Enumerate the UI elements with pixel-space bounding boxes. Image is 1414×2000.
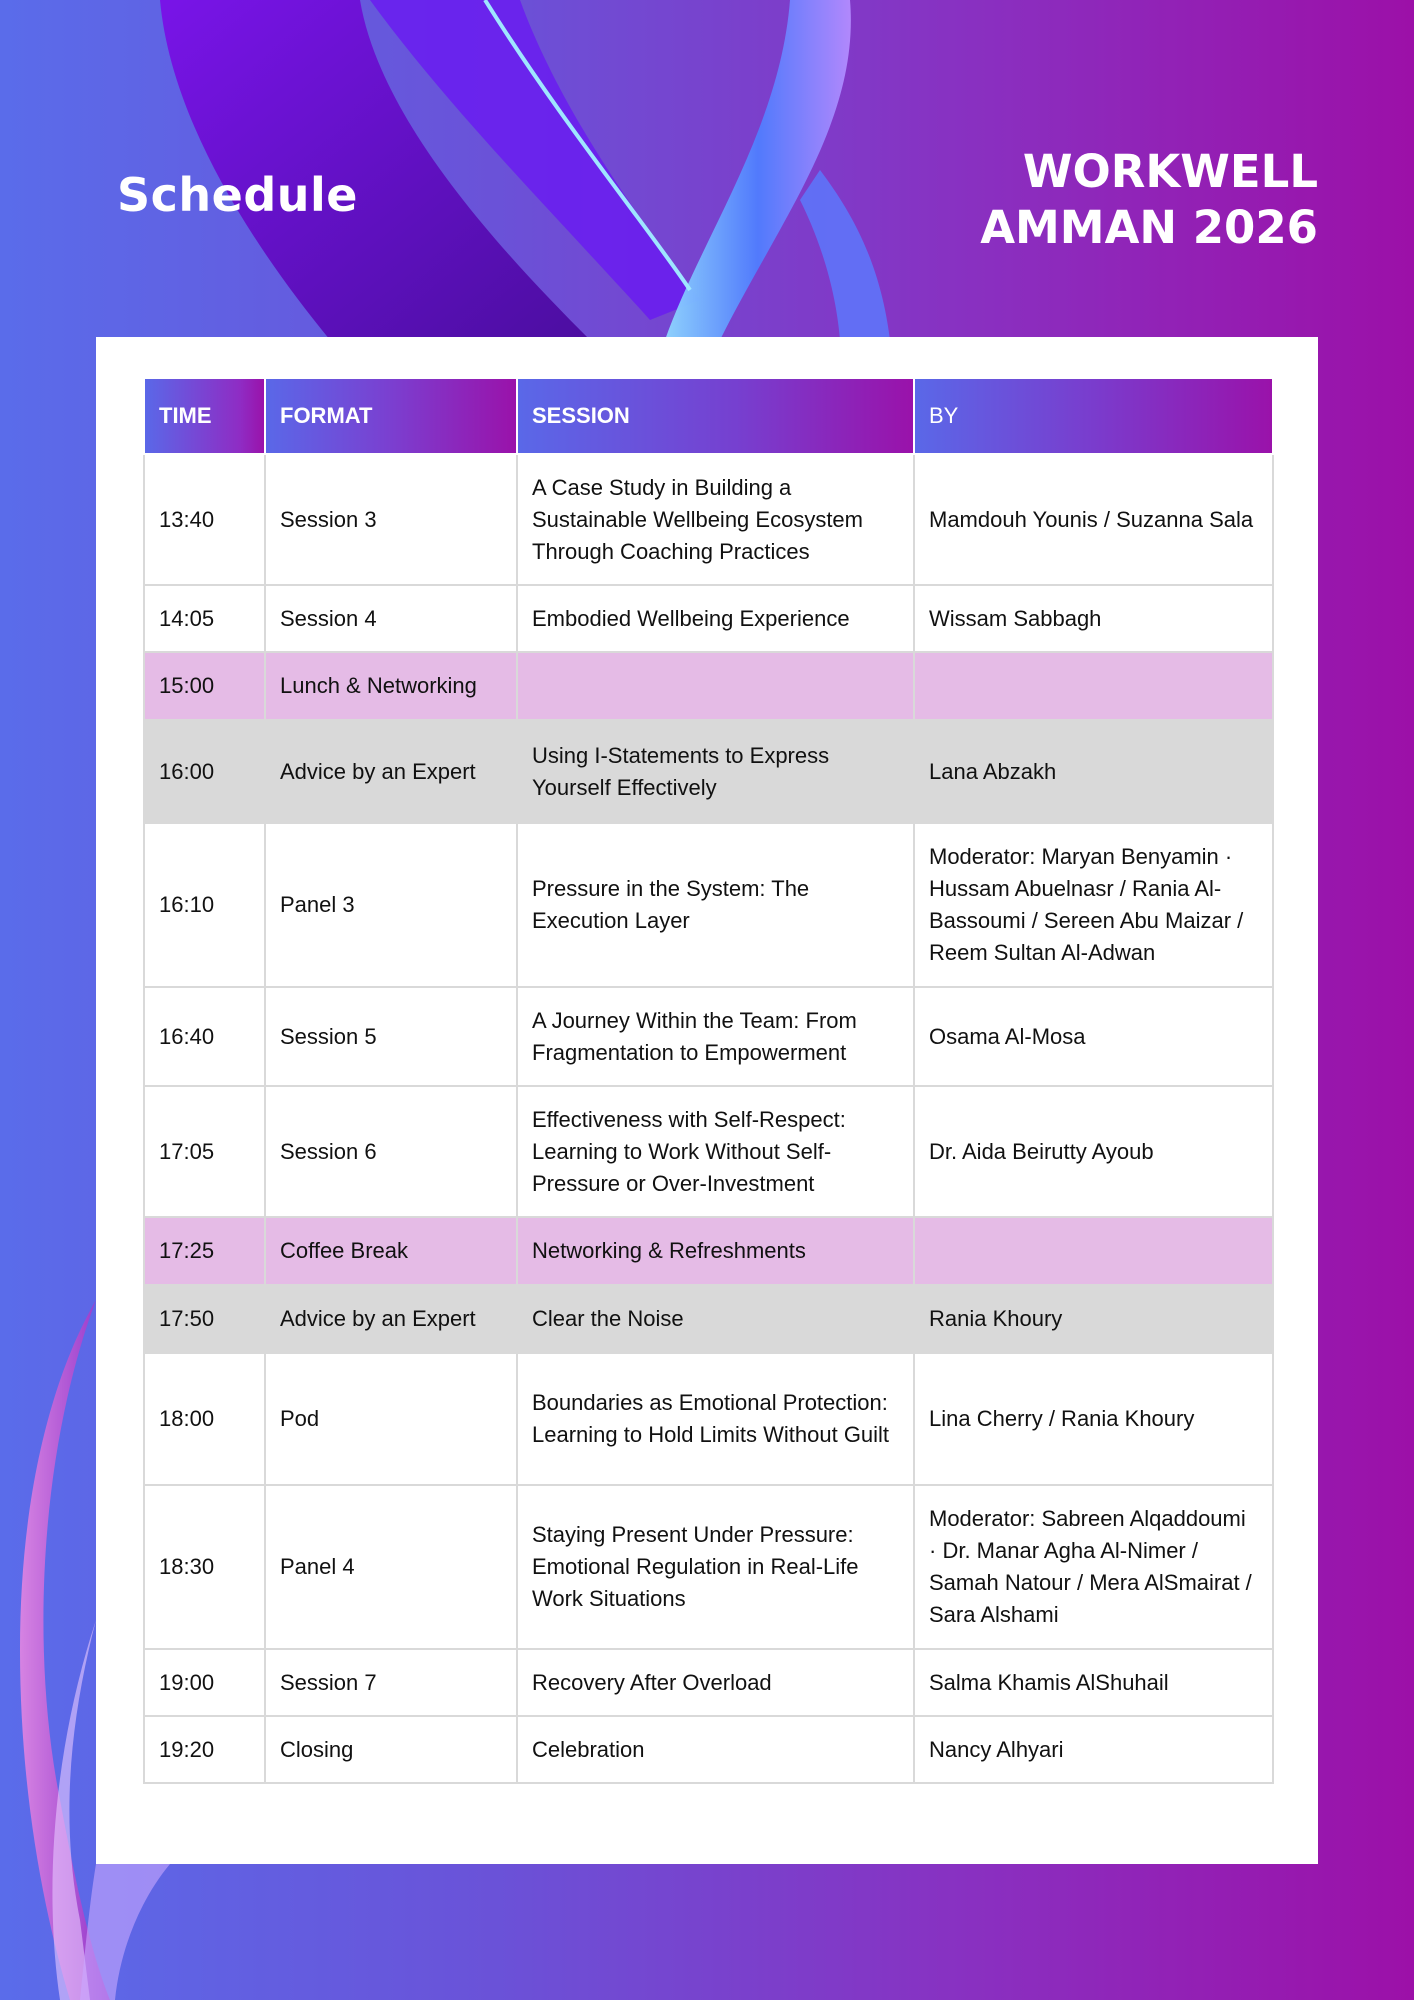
table-row bbox=[144, 1485, 1273, 1649]
cell-format: Panel 3 bbox=[265, 823, 517, 987]
cell-format: Session 3 bbox=[265, 454, 517, 585]
column-header-time: TIME bbox=[144, 378, 265, 454]
table-row-expert bbox=[144, 720, 1273, 823]
table-row-break bbox=[144, 1217, 1273, 1285]
cell-format: Panel 4 bbox=[265, 1485, 517, 1649]
cell-by bbox=[914, 1217, 1273, 1285]
table-row bbox=[144, 1716, 1273, 1783]
cell-session: Celebration bbox=[517, 1716, 914, 1783]
cell-by bbox=[914, 652, 1273, 720]
table-row bbox=[144, 454, 1273, 585]
cell-by: Moderator: Maryan Benyamin · Hussam Abuelnasr / Rania Al-Bassoumi / Sereen Abu Maizar / Reem Sultan Al-Adwan bbox=[914, 823, 1273, 987]
table-row bbox=[144, 1353, 1273, 1485]
cell-session: Effectiveness with Self-Respect: Learning to Work Without Self-Pressure or Over-Investment bbox=[517, 1086, 914, 1217]
cell-time: 16:00 bbox=[144, 720, 265, 823]
table-row bbox=[144, 1649, 1273, 1716]
cell-by: Osama Al-Mosa bbox=[914, 987, 1273, 1086]
cell-by: Lina Cherry / Rania Khoury bbox=[914, 1353, 1273, 1485]
event-title-line1: WORKWELL bbox=[1022, 145, 1318, 198]
table-row bbox=[144, 823, 1273, 987]
table-row bbox=[144, 1086, 1273, 1217]
cell-time: 17:50 bbox=[144, 1285, 265, 1353]
cell-by: Rania Khoury bbox=[914, 1285, 1273, 1353]
column-header-session: SESSION bbox=[517, 378, 914, 454]
cell-format: Lunch & Networking bbox=[265, 652, 517, 720]
cell-session: A Case Study in Building a Sustainable Wellbeing Ecosystem Through Coaching Practices bbox=[517, 454, 914, 585]
cell-by: Wissam Sabbagh bbox=[914, 585, 1273, 652]
table-row bbox=[144, 585, 1273, 652]
table-row bbox=[144, 987, 1273, 1086]
cell-format: Session 6 bbox=[265, 1086, 517, 1217]
cell-format: Session 7 bbox=[265, 1649, 517, 1716]
event-title-line2: AMMAN 2026 bbox=[980, 201, 1318, 254]
cell-session: Clear the Noise bbox=[517, 1285, 914, 1353]
cell-session: Embodied Wellbeing Experience bbox=[517, 585, 914, 652]
cell-by: Lana Abzakh bbox=[914, 720, 1273, 823]
page-title: Schedule bbox=[117, 168, 358, 222]
cell-time: 17:25 bbox=[144, 1217, 265, 1285]
cell-format: Closing bbox=[265, 1716, 517, 1783]
cell-time: 19:20 bbox=[144, 1716, 265, 1783]
cell-by: Moderator: Sabreen Alqaddoumi · Dr. Manar Agha Al-Nimer / Samah Natour / Mera AlSmairat / Sara Alshami bbox=[914, 1485, 1273, 1649]
cell-format: Advice by an Expert bbox=[265, 1285, 517, 1353]
cell-by: Mamdouh Younis / Suzanna Sala bbox=[914, 454, 1273, 585]
cell-time: 19:00 bbox=[144, 1649, 265, 1716]
table-header-row bbox=[144, 378, 1273, 454]
cell-session: Using I-Statements to Express Yourself Effectively bbox=[517, 720, 914, 823]
cell-session bbox=[517, 652, 914, 720]
cell-time: 18:30 bbox=[144, 1485, 265, 1649]
cell-session: Networking & Refreshments bbox=[517, 1217, 914, 1285]
cell-format: Advice by an Expert bbox=[265, 720, 517, 823]
cell-time: 16:40 bbox=[144, 987, 265, 1086]
schedule-table bbox=[143, 377, 1274, 1784]
cell-time: 13:40 bbox=[144, 454, 265, 585]
schedule-card bbox=[96, 337, 1318, 1864]
cell-by: Dr. Aida Beirutty Ayoub bbox=[914, 1086, 1273, 1217]
event-title bbox=[898, 144, 1318, 256]
cell-session: A Journey Within the Team: From Fragmentation to Empowerment bbox=[517, 987, 914, 1086]
cell-by: Salma Khamis AlShuhail bbox=[914, 1649, 1273, 1716]
cell-format: Session 5 bbox=[265, 987, 517, 1086]
cell-format: Pod bbox=[265, 1353, 517, 1485]
table-row-expert bbox=[144, 1285, 1273, 1353]
cell-session: Recovery After Overload bbox=[517, 1649, 914, 1716]
table-row-break bbox=[144, 652, 1273, 720]
cell-format: Session 4 bbox=[265, 585, 517, 652]
cell-session: Pressure in the System: The Execution Layer bbox=[517, 823, 914, 987]
column-header-format: FORMAT bbox=[265, 378, 517, 454]
cell-format: Coffee Break bbox=[265, 1217, 517, 1285]
cell-session: Staying Present Under Pressure: Emotional Regulation in Real-Life Work Situations bbox=[517, 1485, 914, 1649]
cell-by: Nancy Alhyari bbox=[914, 1716, 1273, 1783]
cell-session: Boundaries as Emotional Protection: Learning to Hold Limits Without Guilt bbox=[517, 1353, 914, 1485]
cell-time: 18:00 bbox=[144, 1353, 265, 1485]
column-header-by: BY bbox=[914, 378, 1273, 454]
cell-time: 14:05 bbox=[144, 585, 265, 652]
cell-time: 16:10 bbox=[144, 823, 265, 987]
cell-time: 15:00 bbox=[144, 652, 265, 720]
cell-time: 17:05 bbox=[144, 1086, 265, 1217]
